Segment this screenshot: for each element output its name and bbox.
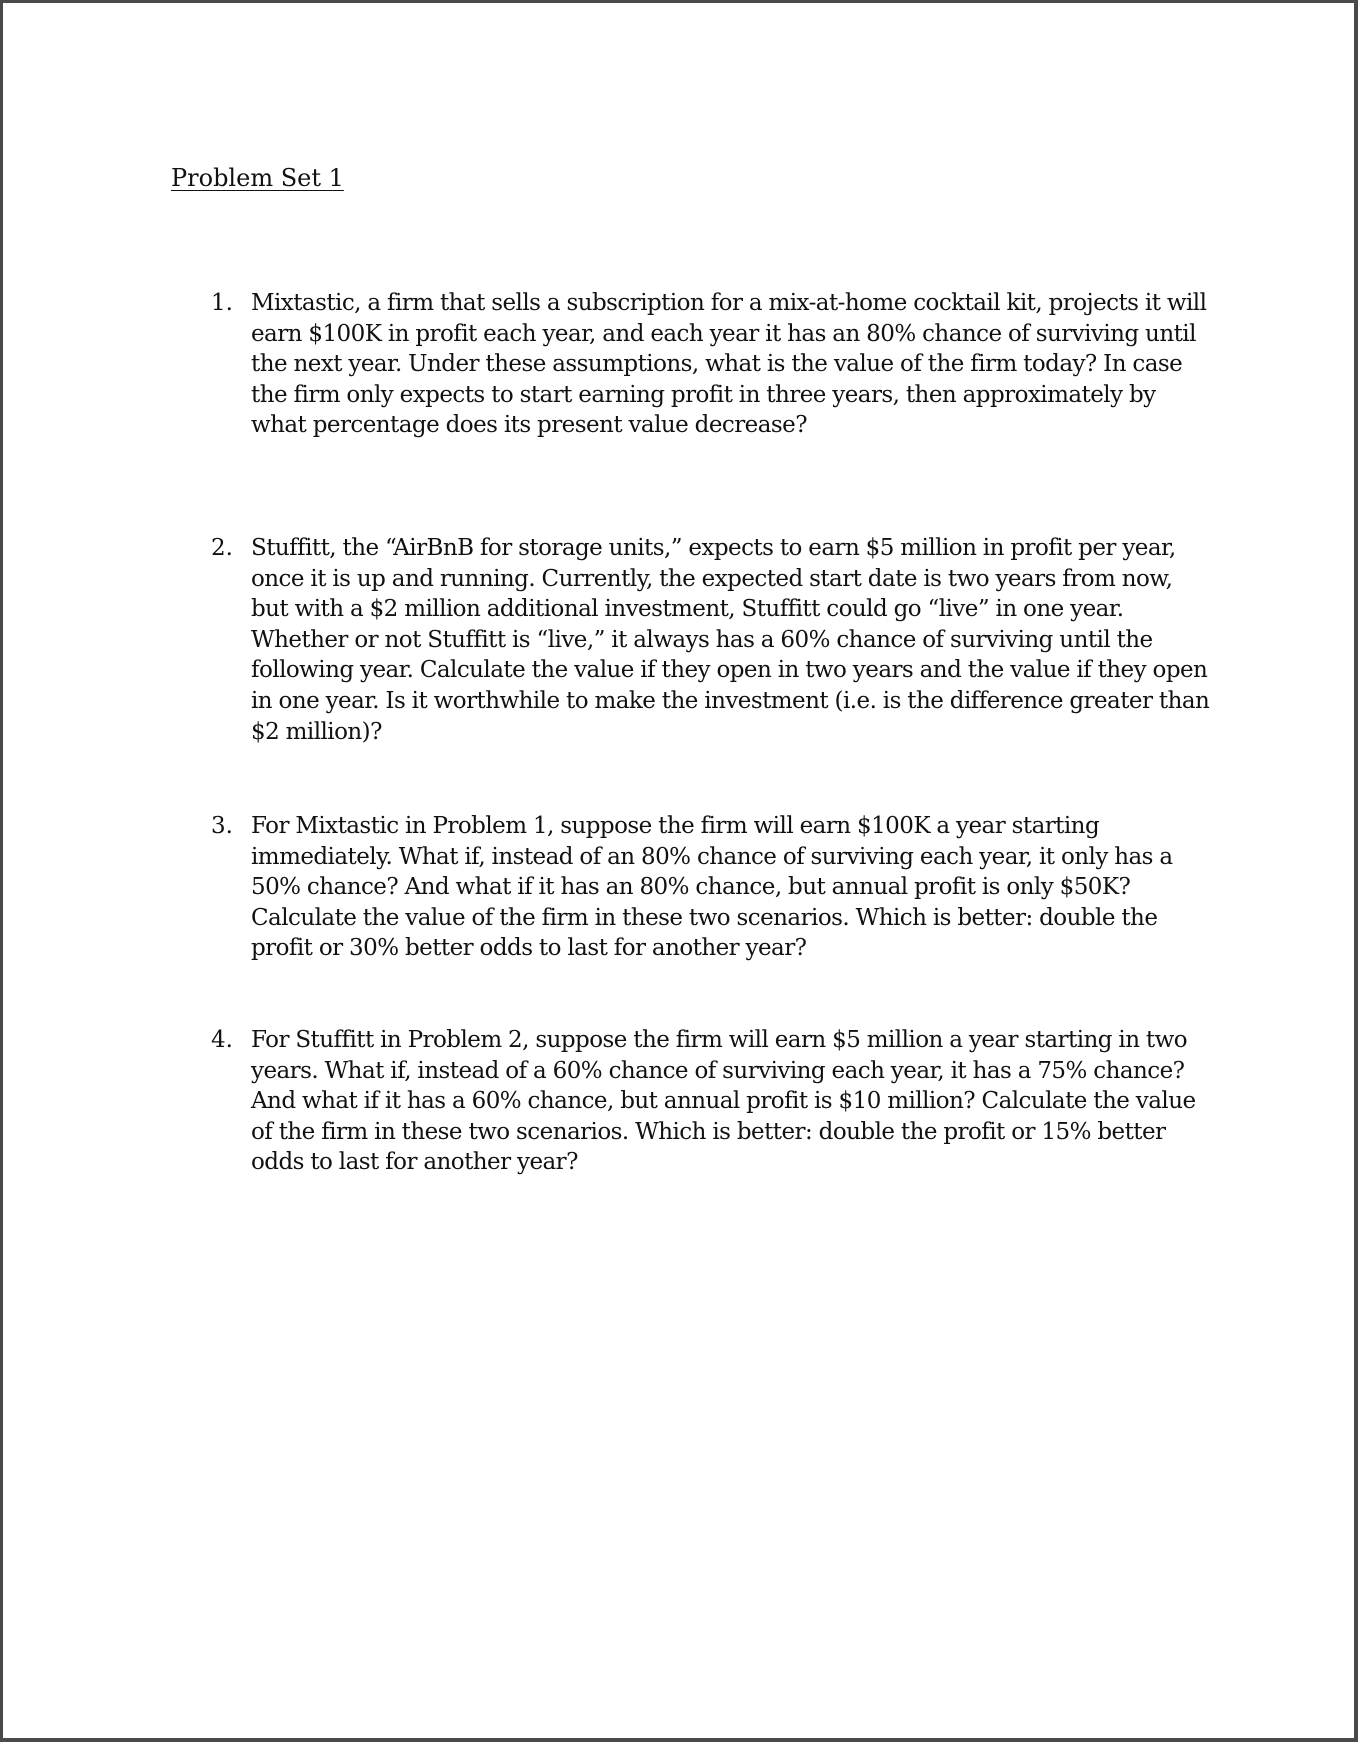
- problem-3: [211, 811, 1211, 964]
- problem-number: 2.: [211, 535, 233, 561]
- problem-number: 1.: [211, 290, 233, 316]
- problem-4: [211, 1025, 1211, 1178]
- problem-text: For Stuffitt in Problem 2, suppose the firm will earn $5 million a year starting in two years. What if, instead of a 60% chance of surviving each year, it has a 75% chance? And what if it has a 60% chance, but annual profit is $10 million? Calculate the value of the firm in these two scenarios. Which is better: double the profit or 15% better odds to last for another year?: [251, 1027, 1196, 1176]
- problem-text: For Mixtastic in Problem 1, suppose the firm will earn $100K a year starting immediately. What if, instead of an 80% chance of surviving each year, it only has a 50% chance? And what if it has an 80% chance, but annual profit is only $50K? Calculate the value of the firm in these two scenarios. Which is better: double the profit or 30% better odds to last for another year?: [251, 813, 1173, 962]
- problem-1: [211, 288, 1211, 441]
- problem-text: Stuffitt, the “AirBnB for storage units,” expects to earn $5 million in profit per year, once it is up and running. Currently, the expected start date is two years from now, but with a $2 million additional investment, Stuffitt could go “live” in one year. Whether or not Stuffitt is “live,” it always has a 60% chance of surviving until the following year. Calculate the value if they open in two years and the value if they open in one year. Is it worthwhile to make the investment (i.e. is the difference greater than $2 million)?: [251, 535, 1210, 745]
- problem-number: 3.: [211, 813, 233, 839]
- page-title: Problem Set 1: [171, 164, 344, 192]
- document-page: [3, 3, 1354, 1738]
- problem-text: Mixtastic, a firm that sells a subscription for a mix-at-home cocktail kit, projects it will earn $100K in profit each year, and each year it has an 80% chance of surviving until the next year. Under these assumptions, what is the value of the firm today? In case the firm only expects to start earning profit in three years, then approximately by what percentage does its present value decrease?: [251, 290, 1207, 439]
- problem-number: 4.: [211, 1027, 233, 1053]
- problem-2: [211, 533, 1211, 747]
